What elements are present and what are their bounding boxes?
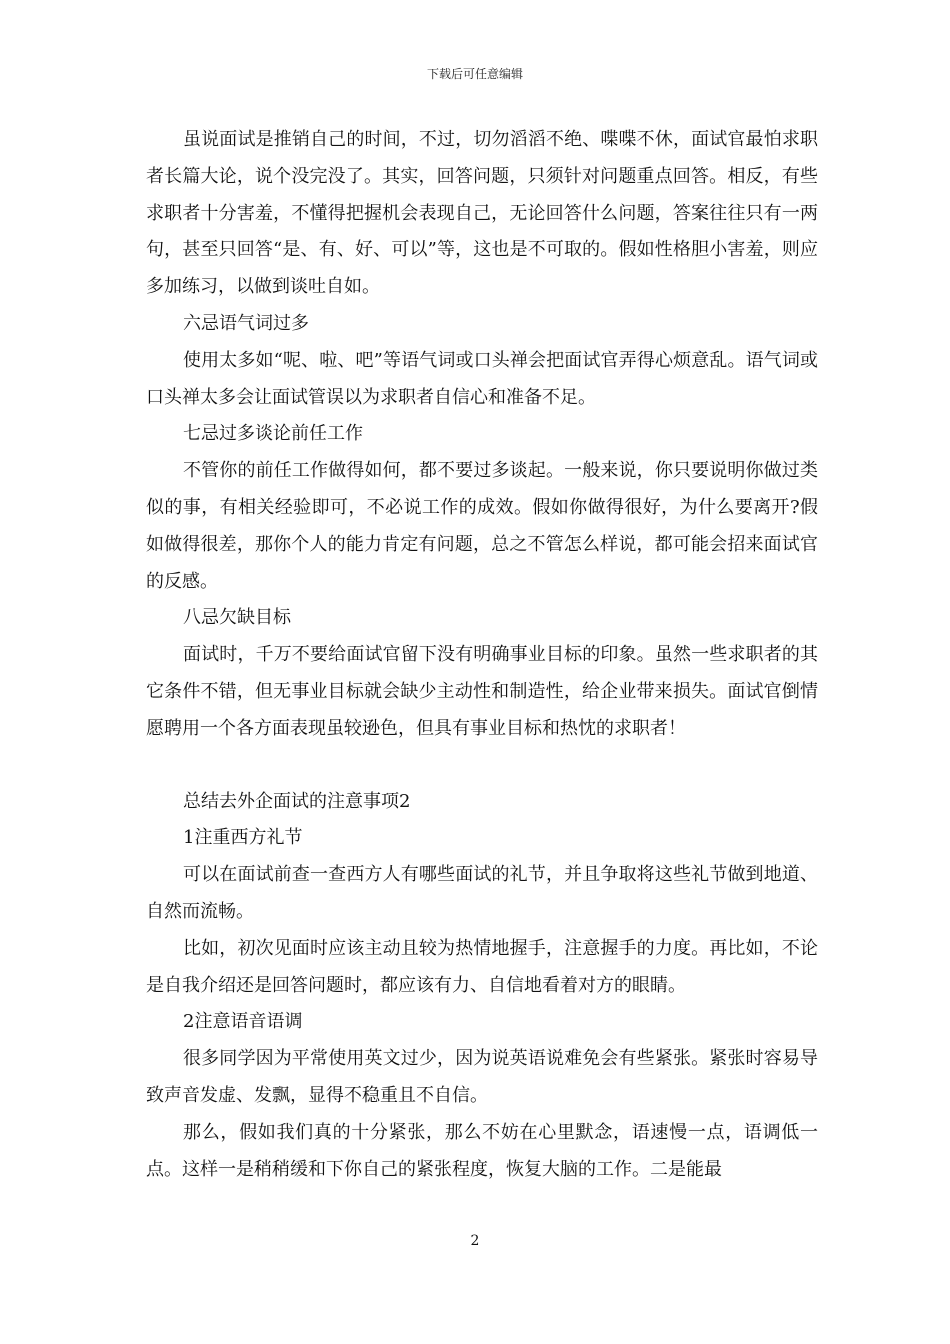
paragraph: 可以在面试前查一查西方人有哪些面试的礼节，并且争取将这些礼节做到地道、自然而流畅。 — [146, 864, 818, 922]
paragraph: 比如，初次见面时应该主动且较为热情地握手，注意握手的力度。再比如，不论是自我介绍还是回答问题时，都应该有力、自信地看着对方的眼睛。 — [146, 937, 818, 996]
section-heading: 八忌欠缺目标 — [183, 607, 291, 629]
paragraph: 面试时，千万不要给面试官留下没有明确事业目标的印象。虽然一些求职者的其它条件不错，但无事业目标就会缺少主动性和制造性，给企业带来损失。面试官倒情愿聘用一个各方面表现虽较逊色，但具有事业目标和热忱的求职者！ — [146, 644, 818, 739]
paragraph: 虽说面试是推销自己的时间，不过，切勿滔滔不绝、喋喋不休，面试官最怕求职者长篇大论，说个没完没了。其实，回答问题，只须针对问题重点回答。相反，有些求职者十分害羞，不懂得把握机会表现自己，无论回答什么问题，答案往往只有一两句，甚至只回答“是、有、好、可以”等，这也是不可取的。假如性格胆小害羞，则应多加练习，以做到谈吐自如。 — [146, 129, 818, 298]
paragraph: 很多同学因为平常使用英文过少，因为说英语说难免会有些紧张。紧张时容易导致声音发虚、发飘，显得不稳重且不自信。 — [146, 1048, 818, 1106]
spacer — [146, 748, 818, 784]
subheading: 1注重西方礼节 — [183, 827, 303, 849]
section-title: 总结去外企面试的注意事项2 — [183, 790, 411, 812]
section-heading: 六忌语气词过多 — [183, 312, 309, 334]
section-heading: 七忌过多谈论前任工作 — [183, 423, 363, 445]
paragraph: 不管你的前任工作做得如何，都不要过多谈起。一般来说，你只要说明你做过类似的事，有相关经验即可，不必说工作的成效。假如你做得很好，为什么要离开?假如做得很差，那你个人的能力肯定有问题，总之不管怎么样说，都可能会招来面试官的反感。 — [146, 460, 818, 592]
paragraph: 那么，假如我们真的十分紧张，那么不妨在心里默念，语速慢一点，语调低一点。这样一是稍稍缓和下你自己的紧张程度，恢复大脑的工作。二是能最 — [146, 1121, 818, 1180]
page-header: 下载后可任意编辑 — [426, 67, 523, 81]
subheading: 2注意语音语调 — [183, 1011, 303, 1033]
document-body — [146, 122, 818, 1188]
paragraph: 使用太多如“呢、啦、吧”等语气词或口头禅会把面试官弄得心烦意乱。语气词或口头禅太多会让面试管误以为求职者自信心和准备不足。 — [146, 349, 818, 408]
page-number: 2 — [470, 1233, 480, 1249]
